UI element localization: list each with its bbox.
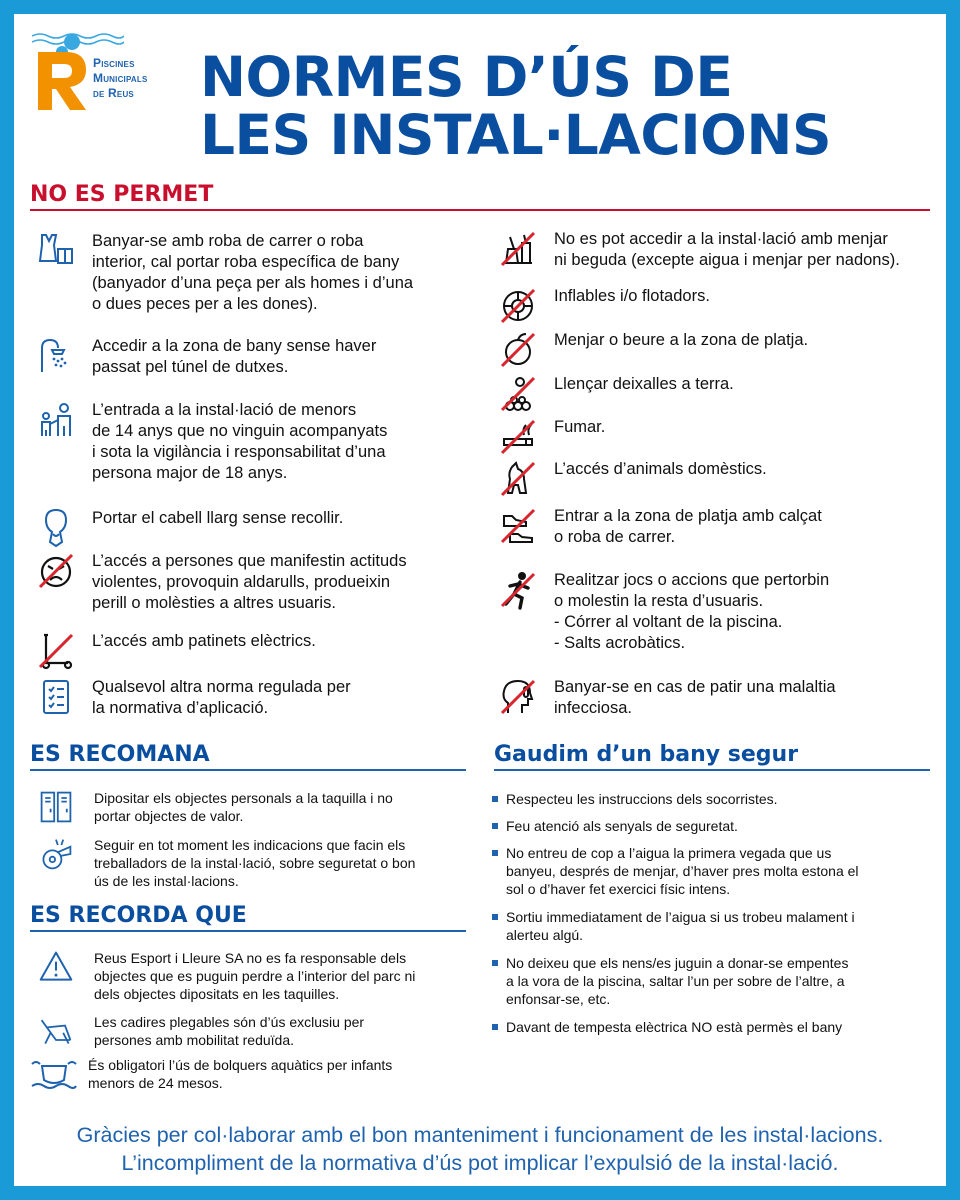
text-line: a la vora de la piscina, saltar l’un per sobre de l’altre, a [506,973,845,989]
text-line: persona major de 18 anys. [92,464,288,482]
heading-gaudim: Gaudim d’un bany segur [494,742,799,767]
text-line: No entreu de cop a l’aigua la primera vegada que us [506,845,832,861]
text-line: o dues peces per a les dones). [92,295,318,313]
text-line: Respecteu les instruccions dels socorristes. [506,791,778,807]
whistle-icon [38,836,78,876]
rule-text [92,400,387,484]
rule-text [554,229,900,271]
text-line: o roba de carrer. [554,528,676,546]
text-line: Reus Esport i Lleure SA no es fa responsable dels [94,950,407,966]
rule-text [554,417,605,438]
logo-text [93,56,148,101]
swimsuit-clothes-icon [36,231,76,271]
text-line: menors de 24 mesos. [88,1075,223,1091]
text-line: Banyar-se amb roba de carrer o roba [92,232,364,250]
logo-line-2: Municipals [93,71,148,85]
tip-electric-storm [492,1018,936,1036]
logo-line-3: de Reus [93,86,134,100]
text-line: Banyar-se en cas de patir una malaltia [554,678,836,696]
rule-food-drink [498,229,938,271]
text-line: L’entrada a la instal·lació de menors [92,401,357,419]
rule-infectious-illness [498,677,938,719]
text-line: perill o molèsties a altres usuaris. [92,594,336,612]
heading-es-recorda-que: ES RECORDA QUE [30,903,247,928]
text-line: Llençar deixalles a terra. [554,375,734,393]
rule-text [554,330,808,351]
reminder-folding-chairs [38,1013,478,1053]
text-line: L’accés a persones que manifestin actituds [92,552,407,570]
footer-thanks: Gràcies per col·laborar amb el bon manteniment i funcionament de les instal·lacions. [76,1123,884,1147]
footer-warning: L’incompliment de la normativa d’ús pot implicar l’expulsió de la instal·lació. [121,1151,839,1175]
text-line: Portar el cabell llarg sense recollir. [92,509,344,527]
logo [32,32,192,122]
sick-person-prohibited-icon [498,677,538,717]
text-line: Realitzar jocs o accions que pertorbin [554,571,830,589]
text-line: passat pel túnel de dutxes. [92,358,289,376]
text-line: Les cadires plegables són d’ús exclusiu per [94,1014,365,1030]
text-line: Qualsevol altra norma regulada per [92,678,351,696]
text-line: sol o d’haver fet exercici físic intens. [506,881,731,897]
recommendation-follow-staff [38,836,478,890]
rule-text [94,836,415,890]
running-prohibited-icon [498,570,538,610]
rule-street-clothes [36,231,486,315]
text-line: - Salts acrobàtics. [554,634,686,652]
text-line: de 14 anys que no vinguin acompanyats [92,422,388,440]
angry-face-prohibited-icon [36,551,76,591]
rule-text [94,949,415,1003]
rule-minors [36,400,486,484]
rule-other-regulation [36,677,486,719]
rule-disruptive-games [498,570,938,654]
float-prohibited-icon [498,286,538,326]
text-line: o molestin la resta d’usuaris. [554,592,764,610]
rule-text [554,374,734,395]
text-line: enfonsar-se, etc. [506,991,611,1007]
divider-es-recomana [30,769,466,771]
rule-littering [498,374,938,414]
rule-text [554,506,822,548]
text-line: - Córrer al voltant de la piscina. [554,613,783,631]
rule-eating-beach [498,330,938,370]
reminder-responsibility [38,949,478,1003]
rule-text [554,570,829,654]
rule-text [94,1013,364,1049]
text-line: Dipositar els objectes personals a la taquilla i no [94,790,393,806]
page-title [200,45,832,167]
text-line: infecciosa. [554,699,632,717]
rule-pets [498,459,938,499]
rule-electric-scooters [36,631,486,671]
tip-children-rough-play [492,954,936,1008]
rule-long-hair [36,508,486,548]
text-line: ús de les instal·lacions. [94,873,239,889]
warning-icon [38,949,78,989]
text-line: portar objectes de valor. [94,808,244,824]
text-line: Menjar o beure a la zona de platja. [554,331,809,349]
text-line: Accedir a la zona de bany sense haver [92,337,377,355]
tip-enter-gradually [492,844,936,898]
locker-icon [38,789,78,829]
text-line: Entrar a la zona de platja amb calçat [554,507,822,525]
adult-child-icon [36,400,76,440]
checklist-icon [36,677,76,717]
tip-leave-if-unwell [492,908,936,944]
rule-text [88,1056,392,1092]
rule-shower-tunnel [36,336,486,378]
title-line-1: NORMES D’ÚS DE [200,45,733,109]
text-line: banyeu, després de menjar, d’haver pres molta estona el [506,863,859,879]
heading-es-recomana: ES RECOMANA [30,742,210,767]
text-line: violentes, provoquin aldarulls, produeixin [92,573,391,591]
long-hair-icon [36,508,76,548]
rule-smoking [498,417,938,457]
rule-text [92,551,407,614]
text-line: Inflables i/o flotadors. [554,287,710,305]
rule-shoes [498,506,938,548]
littering-prohibited-icon [498,374,538,414]
rule-text [92,631,316,652]
poster [14,14,946,1186]
reminder-swim-diapers [30,1056,478,1096]
text-line: dels objectes dipositats en les taquilles. [94,986,340,1002]
logo-line-1: Piscines [93,56,135,70]
tip-respect-lifeguards [492,790,936,808]
text-line: alerteu algú. [506,927,584,943]
eating-prohibited-icon [498,330,538,370]
text-line: ni beguda (excepte aigua i menjar per nadons). [554,251,900,269]
heading-no-es-permet: NO ES PERMET [30,182,214,207]
rule-text [554,286,710,307]
text-line: treballadors de la instal·lació, sobre seguretat o bon [94,855,416,871]
text-line: L’accés amb patinets elèctrics. [92,632,316,650]
text-line: Davant de tempesta elèctrica NO està permès el bany [506,1019,843,1035]
food-drink-prohibited-icon [498,229,538,269]
rule-text [554,677,836,719]
rule-text [92,508,343,529]
tip-safety-signs [492,817,936,835]
rule-text [92,336,376,378]
divider-no-es-permet [30,209,930,211]
divider-es-recorda-que [30,930,466,932]
text-line: L’accés d’animals domèstics. [554,460,767,478]
recommendation-locker [38,789,478,829]
rule-inflatables [498,286,938,326]
logo-wave-icon [32,32,124,46]
deck-chair-icon [38,1013,78,1053]
text-line: i sota la vigilància i responsabilitat d’una [92,443,386,461]
rule-text [92,677,351,719]
text-line: Feu atenció als senyals de seguretat. [506,818,738,834]
text-line: Sortiu immediatament de l’aigua si us trobeu malament i [506,909,855,925]
text-line: objectes que es puguin perdre a l’interior del parc ni [94,968,416,984]
text-line: No deixeu que els nens/es juguin a donar-se empentes [506,955,849,971]
text-line: (banyador d’una peça per als homes i d’una [92,274,414,292]
shoes-prohibited-icon [498,506,538,546]
scooter-prohibited-icon [36,631,76,671]
text-line: No es pot accedir a la instal·lació amb menjar [554,230,888,248]
text-line: persones amb mobilitat reduïda. [94,1032,294,1048]
text-line: Seguir en tot moment les indicacions que facin els [94,837,406,853]
rule-text [92,231,413,315]
text-line: la normativa d’aplicació. [92,699,269,717]
pets-prohibited-icon [498,459,538,499]
text-line: interior, cal portar roba específica de bany [92,253,400,271]
smoking-prohibited-icon [498,417,538,457]
title-line-2: LES INSTAL·LACIONS [200,103,832,167]
text-line: Fumar. [554,418,606,436]
rule-text [94,789,393,825]
swim-diaper-icon [30,1056,78,1096]
shower-icon [36,336,76,376]
divider-gaudim [494,769,930,771]
text-line: És obligatori l’ús de bolquers aquàtics per infants [88,1057,393,1073]
rule-text [554,459,767,480]
rule-violent-behaviour [36,551,486,614]
